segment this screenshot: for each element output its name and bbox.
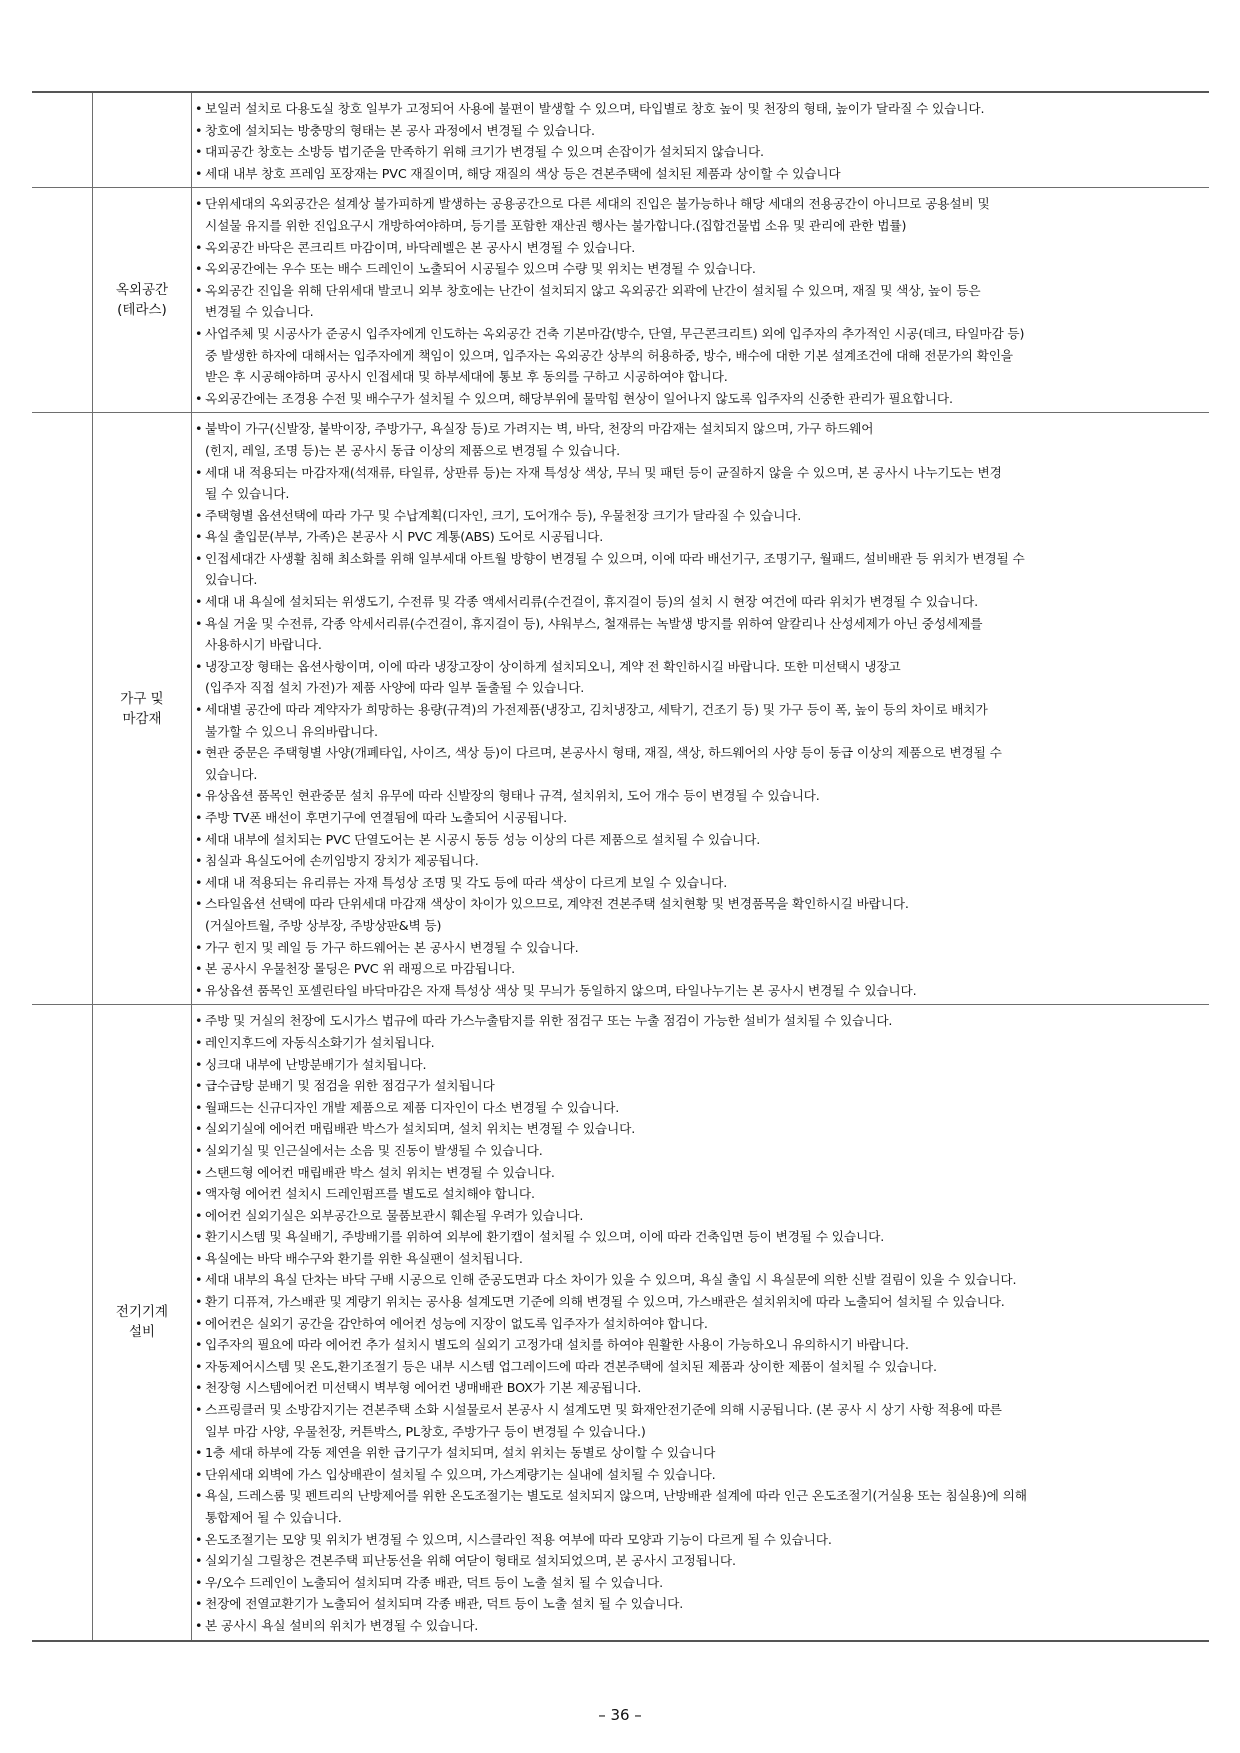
note-item: • 세대 내부 창호 프레임 포장재는 PVC 재질이며, 해당 재질의 색상 등은 견본주택에 설치된 제품과 상이할 수 있습니다	[195, 163, 1203, 185]
note-item: • 에어컨은 실외기 공간을 감안하여 에어컨 성능에 지장이 없도록 입주자가 설치하여야 합니다.	[195, 1313, 1203, 1335]
page-number: – 36 –	[598, 1706, 642, 1724]
note-item: • 창호에 설치되는 방충망의 형태는 본 공사 과정에서 변경될 수 있습니다.	[195, 120, 1203, 142]
note-item: • 사업주체 및 시공사가 준공시 입주자에게 인도하는 옥외공간 건축 기본마감(방수, 단열, 무근콘크리트) 외에 입주자의 추가적인 시공(데크, 타일마감 등) 중 발생한 하자에 대해서는 입주자에게 책임이 있으며, 입주자는 옥외공간 상부의 허용하중, 방수, 배수에 대한 기본 설계조건에 대해 전문가의 확인을 받은 후 시공해야하며 공사시 인접세대 및 하부세대에 통보 후 동의를 구하고 시공하여야 합니다.	[195, 323, 1203, 388]
note-item: • 가구 힌지 및 레일 등 가구 하드웨어는 본 공사시 변경될 수 있습니다.	[195, 937, 1203, 959]
note-item: • 스프링클러 및 소방감지기는 견본주택 소화 시설물로서 본공사 시 설계도면 및 화재안전기준에 의해 시공됩니다. (본 공사 시 상기 사항 적용에 따른 일부 마감 사양, 우물천장, 커튼박스, PL창호, 주방가구 등이 변경될 수 있습니다.)	[195, 1399, 1203, 1442]
note-item: • 액자형 에어컨 설치시 드레인펌프를 별도로 설치해야 합니다.	[195, 1183, 1203, 1205]
note-item: • 월패드는 신규디자인 개발 제품으로 제품 디자인이 다소 변경될 수 있습니다.	[195, 1097, 1203, 1119]
note-item: • 욕실 거울 및 수전류, 각종 악세서리류(수건걸이, 휴지걸이 등), 샤워부스, 철재류는 녹발생 방지를 위하여 알칼리나 산성세제가 아닌 중성세제를 사용하시기 바랍니다.	[195, 613, 1203, 656]
section-row	[32, 188, 1209, 413]
note-item: • 환기 디퓨져, 가스배관 및 계량기 위치는 공사용 설계도면 기준에 의해 변경될 수 있으며, 가스배관은 설치위치에 따라 노출되어 설치될 수 있습니다.	[195, 1291, 1203, 1313]
note-item: • 환기시스템 및 욕실배기, 주방배기를 위하여 외부에 환기캡이 설치될 수 있으며, 이에 따라 건축입면 등이 변경될 수 있습니다.	[195, 1226, 1203, 1248]
note-item: • 천장형 시스템에어컨 미선택시 벽부형 에어컨 냉매배관 BOX가 기본 제공됩니다.	[195, 1377, 1203, 1399]
category-cell	[32, 188, 93, 413]
section-row	[32, 1005, 1209, 1641]
note-item: • 욕실, 드레스룸 및 펜트리의 난방제어를 위한 온도조절기는 별도로 설치되지 않으며, 난방배관 설계에 따라 인근 온도조절기(거실용 또는 침실용)에 의해 통합제어 될 수 있습니다.	[195, 1485, 1203, 1528]
note-item: • 세대별 공간에 따라 계약자가 희망하는 용량(규격)의 가전제품(냉장고, 김치냉장고, 세탁기, 건조기 등) 및 가구 등이 폭, 높이 등의 차이로 배치가 불가할 수 있으니 유의바랍니다.	[195, 699, 1203, 742]
note-item: • 천장에 전열교환기가 노출되어 설치되며 각종 배관, 덕트 등이 노출 설치 될 수 있습니다.	[195, 1593, 1203, 1615]
note-item: • 스타일옵션 선택에 따라 단위세대 마감재 색상이 차이가 있으므로, 계약전 견본주택 설치현황 및 변경품목을 확인하시길 바랍니다. (거실아트월, 주방 상부장, 주방상판&벽 등)	[195, 893, 1203, 936]
section-title: 옥외공간 (테라스)	[93, 188, 192, 413]
note-item: • 세대 내 적용되는 유리류는 자재 특성상 조명 및 각도 등에 따라 색상이 다르게 보일 수 있습니다.	[195, 872, 1203, 894]
note-item: • 싱크대 내부에 난방분배기가 설치됩니다.	[195, 1054, 1203, 1076]
note-item: • 대피공간 창호는 소방등 법기준을 만족하기 위해 크기가 변경될 수 있으며 손잡이가 설치되지 않습니다.	[195, 141, 1203, 163]
category-cell	[32, 1005, 93, 1641]
note-item: • 입주자의 필요에 따라 에어컨 추가 설치시 별도의 실외기 고정가대 설치를 하여야 원활한 사용이 가능하오니 유의하시기 바랍니다.	[195, 1334, 1203, 1356]
note-list	[195, 193, 1203, 409]
note-item: • 실외기실 및 인근실에서는 소음 및 진동이 발생될 수 있습니다.	[195, 1140, 1203, 1162]
note-list	[195, 418, 1203, 1001]
note-item: • 유상옵션 품목인 현관중문 설치 유무에 따라 신발장의 형태나 규격, 설치위치, 도어 개수 등이 변경될 수 있습니다.	[195, 785, 1203, 807]
note-list	[195, 98, 1203, 184]
note-item: • 자동제어시스템 및 온도,환기조절기 등은 내부 시스템 업그레이드에 따라 견본주택에 설치된 제품과 상이한 제품이 설치될 수 있습니다.	[195, 1356, 1203, 1378]
note-item: • 붙박이 가구(신발장, 붙박이장, 주방가구, 욕실장 등)로 가려지는 벽, 바닥, 천장의 마감재는 설치되지 않으며, 가구 하드웨어 (힌지, 레일, 조명 등)는 본 공사시 동급 이상의 제품으로 변경될 수 있습니다.	[195, 418, 1203, 461]
note-item: • 옥외공간에는 조경용 수전 및 배수구가 설치될 수 있으며, 해당부위에 물막힘 현상이 일어나지 않도록 입주자의 신중한 관리가 필요합니다.	[195, 388, 1203, 410]
note-item: • 옥외공간 진입을 위해 단위세대 발코니 외부 창호에는 난간이 설치되지 않고 옥외공간 외곽에 난간이 설치될 수 있으며, 재질 및 색상, 높이 등은 변경될 수 있습니다.	[195, 280, 1203, 323]
note-item: • 세대 내 적용되는 마감자재(석재류, 타일류, 상판류 등)는 자재 특성상 색상, 무늬 및 패턴 등이 균질하지 않을 수 있으며, 본 공사시 나누기도는 변경 될 수 있습니다.	[195, 462, 1203, 505]
note-item: • 스탠드형 에어컨 매립배관 박스 설치 위치는 변경될 수 있습니다.	[195, 1162, 1203, 1184]
note-item: • 욕실 출입문(부부, 가족)은 본공사 시 PVC 계통(ABS) 도어로 시공됩니다.	[195, 526, 1203, 548]
note-item: • 본 공사시 욕실 설비의 위치가 변경될 수 있습니다.	[195, 1615, 1203, 1637]
category-cell	[32, 413, 93, 1005]
note-item: • 옥외공간에는 우수 또는 배수 드레인이 노출되어 시공될수 있으며 수량 및 위치는 변경될 수 있습니다.	[195, 258, 1203, 280]
note-item: • 세대 내부에 설치되는 PVC 단열도어는 본 시공시 동등 성능 이상의 다른 제품으로 설치될 수 있습니다.	[195, 829, 1203, 851]
note-item: • 1층 세대 하부에 각동 제연을 위한 급기구가 설치되며, 설치 위치는 동별로 상이할 수 있습니다	[195, 1442, 1203, 1464]
note-item: • 온도조절기는 모양 및 위치가 변경될 수 있으며, 시스클라인 적용 여부에 따라 모양과 기능이 다르게 될 수 있습니다.	[195, 1529, 1203, 1551]
note-item: • 세대 내 욕실에 설치되는 위생도기, 수전류 및 각종 액세서리류(수건걸이, 휴지걸이 등)의 설치 시 현장 여건에 따라 위치가 변경될 수 있습니다.	[195, 591, 1203, 613]
note-item: • 인접세대간 사생활 침해 최소화를 위해 일부세대 아트월 방향이 변경될 수 있으며, 이에 따라 배선기구, 조명기구, 월패드, 설비배관 등 위치가 변경될 수 있습니다.	[195, 548, 1203, 591]
note-item: • 주방 및 거실의 천장에 도시가스 법규에 따라 가스누출탐지를 위한 점검구 또는 누출 점검이 가능한 설비가 설치될 수 있습니다.	[195, 1010, 1203, 1032]
note-item: • 단위세대의 옥외공간은 설계상 불가피하게 발생하는 공용공간으로 다른 세대의 진입은 불가능하나 해당 세대의 전용공간이 아니므로 공용설비 및 시설물 유지를 위한 진입요구시 개방하여야하며, 등기를 포함한 재산권 행사는 불가합니다.(집합건물법 소유 및 관리에 관한 법률)	[195, 193, 1203, 236]
note-item: • 현관 중문은 주택형별 사양(개폐타입, 사이즈, 색상 등)이 다르며, 본공사시 형태, 재질, 색상, 하드웨어의 사양 등이 동급 이상의 제품으로 변경될 수 있습니다.	[195, 742, 1203, 785]
section-row	[32, 413, 1209, 1005]
note-item: • 실외기실에 에어컨 매립배관 박스가 설치되며, 설치 위치는 변경될 수 있습니다.	[195, 1118, 1203, 1140]
note-item: • 급수급탕 분배기 및 점검을 위한 점검구가 설치됩니다	[195, 1075, 1203, 1097]
note-item: • 욕실에는 바닥 배수구와 환기를 위한 욕실팬이 설치됩니다.	[195, 1248, 1203, 1270]
section-content	[192, 92, 1210, 188]
note-list	[195, 1010, 1203, 1636]
section-content	[192, 1005, 1210, 1641]
note-item: • 레인지후드에 자동식소화기가 설치됩니다.	[195, 1032, 1203, 1054]
note-item: • 유상옵션 품목인 포셀린타일 바닥마감은 자재 특성상 색상 및 무늬가 동일하지 않으며, 타일나누기는 본 공사시 변경될 수 있습니다.	[195, 980, 1203, 1002]
note-item: • 단위세대 외벽에 가스 입상배관이 설치될 수 있으며, 가스계량기는 실내에 설치될 수 있습니다.	[195, 1464, 1203, 1486]
note-item: • 냉장고장 형태는 옵션사항이며, 이에 따라 냉장고장이 상이하게 설치되오니, 계약 전 확인하시길 바랍니다. 또한 미선택시 냉장고 (입주자 직접 설치 가전)가 제품 사양에 따라 일부 돌출될 수 있습니다.	[195, 656, 1203, 699]
notice-table	[32, 91, 1209, 1642]
section-content	[192, 413, 1210, 1005]
note-item: • 실외기실 그릴창은 견본주택 피난동선을 위해 여닫이 형태로 설치되었으며, 본 공사시 고정됩니다.	[195, 1550, 1203, 1572]
note-item: • 보일러 설치로 다용도실 창호 일부가 고정되어 사용에 불편이 발생할 수 있으며, 타입별로 창호 높이 및 천장의 형태, 높이가 달라질 수 있습니다.	[195, 98, 1203, 120]
note-item: • 옥외공간 바닥은 콘크리트 마감이며, 바닥레벨은 본 공사시 변경될 수 있습니다.	[195, 237, 1203, 259]
note-item: • 주택형별 옵션선택에 따라 가구 및 수납계획(디자인, 크기, 도어개수 등), 우물천장 크기가 달라질 수 있습니다.	[195, 505, 1203, 527]
category-cell	[32, 92, 93, 188]
section-row	[32, 92, 1209, 188]
note-item: • 우/오수 드레인이 노출되어 설치되며 각종 배관, 덕트 등이 노출 설치 될 수 있습니다.	[195, 1572, 1203, 1594]
section-title	[93, 92, 192, 188]
note-item: • 에어컨 실외기실은 외부공간으로 물품보관시 훼손될 우려가 있습니다.	[195, 1205, 1203, 1227]
note-item: • 본 공사시 우물천장 몰딩은 PVC 위 래핑으로 마감됩니다.	[195, 958, 1203, 980]
section-content	[192, 188, 1210, 413]
section-title: 전기기계 설비	[93, 1005, 192, 1641]
note-item: • 세대 내부의 욕실 단차는 바닥 구배 시공으로 인해 준공도면과 다소 차이가 있을 수 있으며, 욕실 출입 시 욕실문에 의한 신발 걸림이 있을 수 있습니다.	[195, 1269, 1203, 1291]
note-item: • 주방 TV폰 배선이 후면기구에 연결됨에 따라 노출되어 시공됩니다.	[195, 807, 1203, 829]
note-item: • 침실과 욕실도어에 손끼임방지 장치가 제공됩니다.	[195, 850, 1203, 872]
section-title: 가구 및 마감재	[93, 413, 192, 1005]
